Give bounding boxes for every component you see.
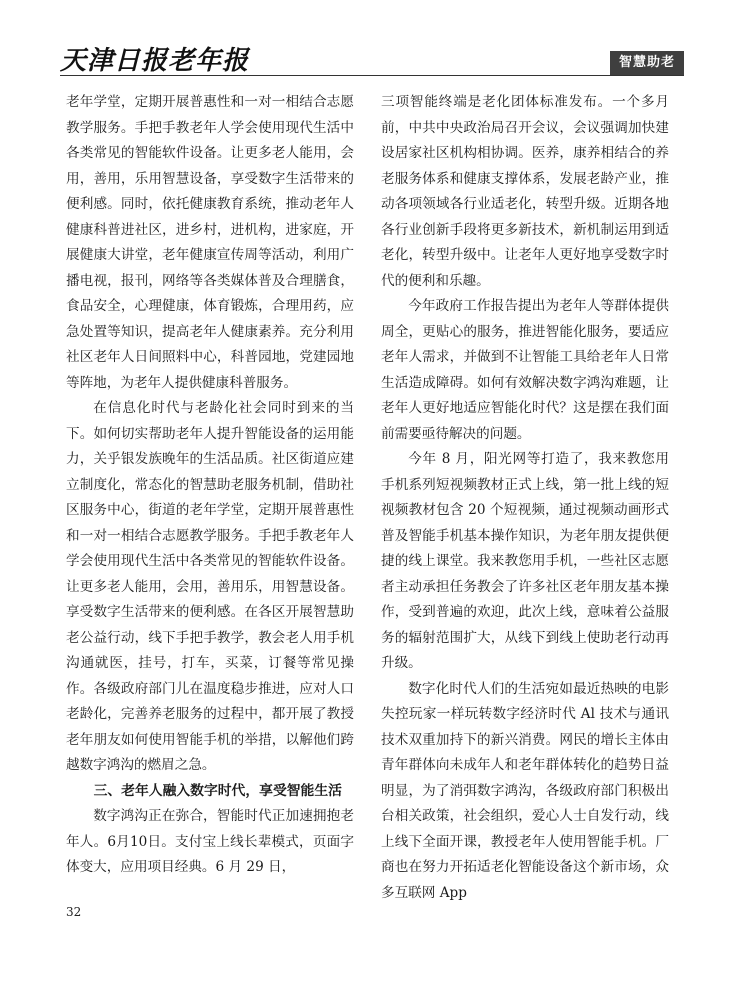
page-header: [0, 0, 730, 80]
masthead-logo: 天津日报老年报: [60, 46, 250, 76]
section-tag: 智慧助老: [610, 51, 684, 75]
paragraph: 数字鸿沟正在弥合，智能时代正加速拥抱老年人。6月10日。支付宝上线长辈模式，页面字体变大，应用项目经典。6 月 29 日，: [66, 808, 354, 875]
paragraph: 在信息化时代与老龄化社会同时到来的当下。如何切实帮助老年人提升智能设备的运用能力，关乎银发族晚年的生活品质。社区街道应建立制度化，常态化的智慧助老服务机制，借助社区服务中心，街道的老年学堂，定期开展普惠性和一对一相结合志愿教学服务。手把手教老年人学会使用现代生活中各类常见的智能软件设备。让更多老人能用，会用，善用乐，用智慧设备。享受数字生活带来的便利感。在各区开展智慧助老公益行动，线下手把手教学，教会老人用手机沟通就医，挂号，打车，买菜，订餐等常见操作。各级政府部门儿在温度稳步推进，应对人口老龄化，完善养老服务的过程中，都开展了教授老年朋友如何使用智能手机的举措，以解他们跨越数字鸿沟的燃眉之急。: [66, 400, 354, 773]
paragraph: 老年学堂，定期开展普惠性和一对一相结合志愿教学服务。手把手教老年人学会使用现代生活中各类常见的智能软件设备。让更多老人能用，会用，善用，乐用智慧设备，享受数字生活带来的便利感。同时，依托健康教育系统，推动老年人健康科普进社区，进乡村，进机构，进家庭，开展健康大讲堂，老年健康宣传周等活动，利用广播电视，报刊，网络等各类媒体普及合理膳食，食品安全，心理健康，体育锻炼，合理用药，应急处置等知识，提高老年人健康素养。充分利用社区老年人日间照料中心，科普园地，党建园地等阵地，为老年人提供健康科普服务。: [66, 94, 354, 391]
section-heading: 三、老年人融入数字时代，享受智能生活: [93, 782, 342, 799]
paragraph: 数字化时代人们的生活宛如最近热映的电影失控玩家一样玩转数字经济时代 Al 技术与通讯技术双重加持下的新兴消费。网民的增长主体由青年群体向未成年人和老年群体转化的趋势日益明显，为了消弭数字鸿沟，各级政府部门积极出台相关政策，社会组织，爱心人士自发行动，线上线下全面开课，教授老年人使用智能手机。厂商也在努力开拓适老化智能设备这个新市场，众多互联网 App: [381, 680, 669, 901]
paragraph: 今年政府工作报告提出为老年人等群体提供周全，更贴心的服务，推进智能化服务，要适应老年人需求，并做到不让智能工具给老年人日常生活造成障碍。如何有效解决数字鸿沟难题，让老年人更好地适应智能化时代？这是摆在我们面前需要亟待解决的问题。: [381, 298, 669, 442]
header-divider: [60, 75, 684, 76]
page-number: 32: [66, 905, 82, 919]
paragraph: 今年 8 月，阳光网等打造了，我来教您用手机系列短视频教材正式上线，第一批上线的短视频教材包含 20 个短视频，通过视频动画形式普及智能手机基本操作知识，为老年朋友提供便捷的线上课堂。我来教您用手机，一些社区志愿者主动承担任务教会了许多社区老年朋友基本操作，受到普遍的欢迎，此次上线，意味着公益服务的辐射范围扩大，从线下到线上使助老行动再升级。: [381, 451, 669, 671]
right-column: [381, 90, 669, 906]
left-column: [66, 90, 354, 881]
paragraph: 三项智能终端是老化团体标准发布。一个多月前，中共中央政治局召开会议，会议强调加快建设居家社区机构相协调。医养，康养相结合的养老服务体系和健康支撑体系，发展老龄产业，推动各项领域各行业适老化，转型升级。近期各地各行业创新手段将更多新技术，新机制运用到适老化，转型升级中。让老年人更好地享受数字时代的便利和乐趣。: [381, 94, 669, 289]
